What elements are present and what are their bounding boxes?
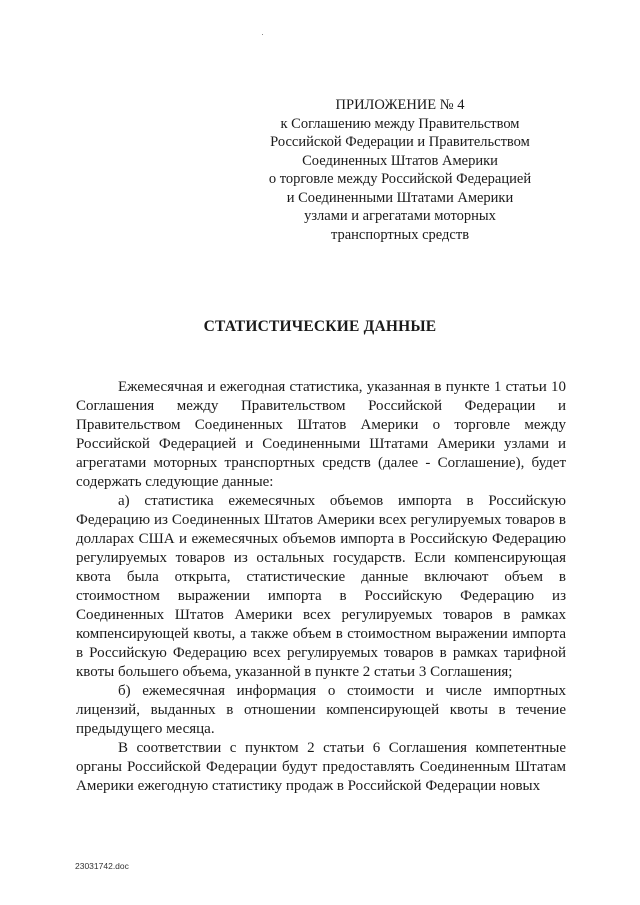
appendix-line: и Соединенными Штатами Америки — [286, 189, 514, 206]
appendix-header — [240, 96, 560, 244]
body-paragraph: Ежемесячная и ежегодная статистика, указанная в пункте 1 статьи 10 Соглашения между Правительством Российской Федерации и Правительством Соединенных Штатов Америки о торговле между Российской Федерацией и Соединенными Штатами Америки узлами и агрегатами моторных транспортных средств (далее - Соглашение), будет содержать следующие данные: — [76, 379, 566, 490]
body-paragraph: б) ежемесячная информация о стоимости и числе импортных лицензий, выданных в отношении компенсирующей квоты в течение предыдущего месяца. — [76, 683, 566, 737]
appendix-line: узлами и агрегатами моторных — [304, 208, 496, 224]
body-paragraph: а) статистика ежемесячных объемов импорта в Российскую Федерацию из Соединенных Штатов Америки всех регулируемых товаров в долларах США и ежемесячных объемов импорта в Российскую Федерацию регулируемых товаров из остальных государств. Если компенсирующая квота была открыта, статистические данные включают объем в стоимостном выражении импорта в Российскую Федерацию из Соединенных Штатов Америки всех регулируемых товаров в рамках компенсирующей квоты, а также объем в стоимостном выражении импорта в Российскую Федерацию всех регулируемых товаров в рамках тарифной квоты большего объема, указанной в пункте 2 статьи 3 Соглашения; — [76, 493, 566, 680]
footer-filename: 23031742.doc — [75, 861, 129, 871]
document-body — [76, 378, 566, 796]
document-title: СТАТИСТИЧЕСКИЕ ДАННЫЕ — [203, 318, 437, 335]
body-paragraph: В соответствии с пунктом 2 статьи 6 Соглашения компетентные органы Российской Федерации будут предоставлять Соединенным Штатам Америки ежегодную статистику продаж в Российской Федерации новых — [76, 740, 566, 794]
appendix-line: Соединенных Штатов Америки — [302, 152, 498, 169]
appendix-line: Российской Федерации и Правительством — [270, 134, 530, 150]
scan-speck — [262, 34, 263, 35]
appendix-number: ПРИЛОЖЕНИЕ № 4 — [335, 97, 465, 113]
appendix-line: к Соглашению между Правительством — [280, 115, 520, 132]
appendix-line: транспортных средств — [330, 226, 470, 243]
appendix-line: о торговле между Российской Федерацией — [268, 171, 532, 187]
